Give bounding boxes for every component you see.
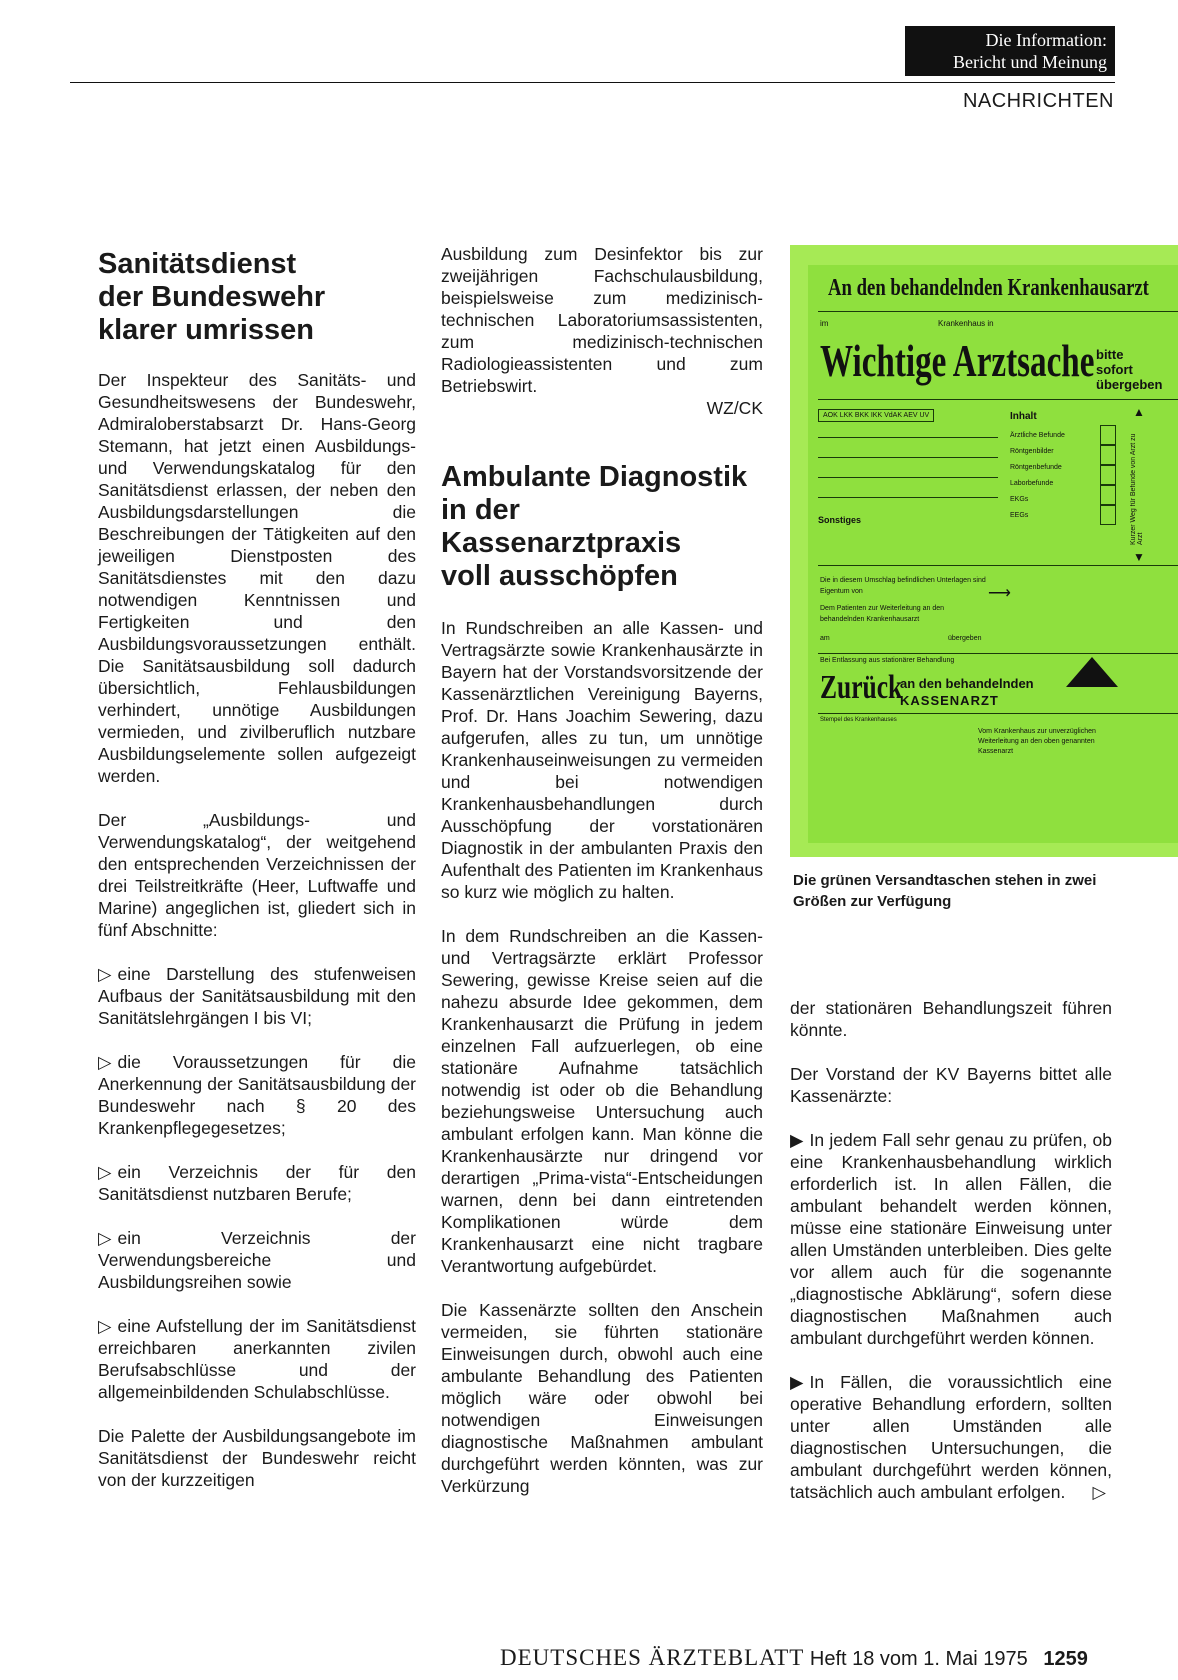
filled-triangle-icon: ▶ xyxy=(790,1372,804,1392)
column3 xyxy=(790,997,1112,1503)
envelope-rule xyxy=(818,399,1178,400)
headline-line: in der xyxy=(441,494,520,526)
outline-triangle-icon: ▷ xyxy=(98,1052,112,1072)
checklist-item: Röntgenbefunde xyxy=(1010,464,1062,471)
list-item-text: eine Darstellung des stufenweisen Aufbaus der Sanitätsausbildung mit den Sanitätslehrgängen I bis VI; xyxy=(98,964,416,1028)
headline-line: Kassenarztpraxis xyxy=(441,527,682,559)
zurueck-title: Zurück xyxy=(820,669,903,706)
badge-line-2: Bericht und Meinung xyxy=(953,52,1107,72)
article2-paragraph: Der Vorstand der KV Bayerns bittet alle Kassenärzte: xyxy=(790,1064,1112,1106)
article1-paragraph: Ausbildung zum Desinfektor bis zur zweijährigen Fachschulausbildung, beispielsweise zum medizinisch-technischen Laboratoriumsassistenten, zum medizinisch-technischen Radiologieassistenten und zum Betriebswirt. xyxy=(441,244,763,396)
article1-paragraph: Die Palette der Ausbildungsangebote im Sanitätsdienst der Bundeswehr reicht von der kurzzeitigen xyxy=(98,1426,416,1490)
envelope-rule xyxy=(818,565,1178,566)
issue-info: Heft 18 vom 1. Mai 1975 xyxy=(809,1648,1028,1670)
checklist xyxy=(1010,428,1065,524)
envelope-label-krankenhaus: Krankenhaus in xyxy=(938,319,994,328)
outline-triangle-icon: ▷ xyxy=(98,1162,112,1182)
section-label: NACHRICHTEN xyxy=(962,90,1114,112)
arrow-right-icon: ⟶ xyxy=(988,585,1011,602)
headline-line: der Bundeswehr xyxy=(98,281,326,313)
envelope-rule xyxy=(818,713,1178,714)
headline-line: voll ausschöpfen xyxy=(441,560,678,592)
kassenarzt-text: KASSENARZT xyxy=(900,693,999,708)
page-number: 1259 xyxy=(1043,1648,1088,1670)
list-item xyxy=(790,1371,1112,1503)
form-line xyxy=(818,437,998,438)
envelope-rule xyxy=(818,311,1178,312)
article1-headline xyxy=(98,248,416,347)
list-item-text: In jedem Fall sehr genau zu prüfen, ob eine Krankenhausbehandlung wirklich erforderlich ist. In allen Fällen, die ambulant behandelt werden können, müsse eine stationäre Einweisung unter allen Umständen unterbleiben. Dies gelte vor allem auch für die sogenannte „diagnostische Abklärung“, sofern diese diagnostischen Maßnahmen auch ambulant durchgeführt werden können. xyxy=(790,1130,1112,1348)
outline-triangle-icon: ▷ xyxy=(98,964,112,984)
article1-paragraph: Der „Ausbildungs- und Verwendungskatalog“, der weitgehend den entsprechenden Verzeichnissen der drei Teilstreitkräfte (Heer, Luftwaffe und Marine) angeglichen ist, gliedert sich in fünf Abschnitte: xyxy=(98,810,416,940)
checklist-item: EKGs xyxy=(1010,496,1029,503)
list-item-text: die Voraussetzungen für die Anerkennung der Sanitätsausbildung der Bundeswehr nach § 20 des Krankenpflegegesetzes; xyxy=(98,1052,416,1138)
checkbox xyxy=(1100,425,1116,445)
weiterleitung-text: Dem Patienten zur Weiterleitung an den behandelnden Krankenhausarzt xyxy=(820,605,944,623)
article2-headline xyxy=(441,461,763,593)
arrow-up-icon: ▲ xyxy=(1133,405,1145,419)
photo-caption: Die grünen Versandtaschen stehen in zwei Größen zur Verfügung xyxy=(793,872,1097,910)
envelope-top-title: An den behandelnden Krankenhausarzt xyxy=(828,275,1149,301)
list-item xyxy=(98,1161,416,1205)
article2-paragraph: Die Kassenärzte sollten den Anschein vermeiden, sie führten stationäre Einweisungen durch, obwohl auch eine ambulante Behandlung des Patienten möglich wäre oder obwohl bei notwendigen Einweisungen diagnostische Maßnahmen ambulant durchgeführt werden könnten, was zur Verkürzung xyxy=(441,1300,763,1496)
article2-paragraph: In dem Rundschreiben an die Kassen- und Vertragsärzte erklärt Professor Sewering, gewisse Kreise seien auf die nahezu absurde Idee gekommen, dem Krankenhausarzt die Prüfung in jedem einzelnen Fall aufzuerlegen, ob eine stationäre Aufnahme tatsächlich notwendig ist oder ob die Behandlung beziehungsweise Untersuchung auch ambulant erfolgen kann. Man könne die Krankenhausärzte nur dringend vor derartigen „Prima-vista“-Entscheidungen warnen, denn bei dann eintretenden Komplikationen würde dem Krankenhausarzt eine nicht tragbare Verantwortung aufgebürdet. xyxy=(441,926,763,1276)
checkbox xyxy=(1100,445,1116,465)
stempel-label: Stempel des Krankenhauses xyxy=(820,717,897,723)
headline-line: Ambulante Diagnostik xyxy=(441,461,748,493)
form-line xyxy=(818,497,998,498)
envelope-face xyxy=(808,265,1178,843)
envelope-big-title: Wichtige Arztsache xyxy=(820,335,1095,386)
column2 xyxy=(441,243,763,1497)
magazine-name: DEUTSCHES ÄRZTEBLATT xyxy=(500,1645,805,1670)
envelope-rule xyxy=(818,653,1178,654)
headline-line: klarer umrissen xyxy=(98,314,315,346)
envelope-photo xyxy=(790,245,1178,857)
form-line xyxy=(818,457,998,458)
section-badge xyxy=(905,26,1115,76)
envelope-label-im: im xyxy=(820,319,829,328)
article2-paragraph: der stationären Behandlungszeit führen könnte. xyxy=(790,998,1112,1040)
side-label: Kurzer Weg für Befunde von Arzt zu Arzt xyxy=(1130,433,1144,545)
article2-paragraph: In Rundschreiben an alle Kassen- und Vertragsärzte sowie Krankenhausärzte in Bayern hat der Vorstandsvorsitzende der Kassenärztlichen Vereinigung Bayerns, Prof. Dr. Hans Joachim Sewering, dazu aufgerufen, alles zu tun, um unnötige Krankenhauseinweisungen zu vermeiden und bei notwendigen Krankenhausbehandlungen durch Ausschöpfung der vorstationären Diagnostik in der ambulanten Praxis den Aufenthalt des Patienten im Krankenhaus so kurz wie möglich zu halten. xyxy=(441,618,764,902)
insurance-codes: AOK LKK BKK IKK VdAK AEV UV xyxy=(818,409,934,422)
headline-line: Sanitätsdienst xyxy=(98,248,297,280)
list-item xyxy=(98,1315,416,1403)
sofort-text: sofort xyxy=(1096,362,1133,377)
list-item-text: ein Verzeichnis der Verwendungsbereiche und Ausbildungsreihen sowie xyxy=(98,1228,416,1292)
article1-paragraph: Der Inspekteur des Sanitäts- und Gesundheitswesens der Bundeswehr, Admiraloberstabsarzt Dr. Hans-Georg Stemann, hat jetzt einen Ausbildungs- und Verwendungskatalog für den Sanitätsdienst erlassen, der neben den Ausbildungsdarstellungen die Beschreibungen der Tätigkeiten auf den jeweiligen Dienstposten des Sanitätsdienstes mit den dazu notwendigen Kenntnissen und Fertigkeiten und den Ausbildungsvoraussetzungen enthält. Die Sanitätsausbildung soll dadurch übersichtlich, Fehlausbildungen verhindert, unnötige Ausbildungen vermieden, und zivilberuflich nutzbare Ausbildungselemente sollen aufgezeigt werden. xyxy=(98,370,416,786)
header-rule xyxy=(70,82,1115,83)
list-item xyxy=(98,963,416,1029)
filled-triangle-icon: ▶ xyxy=(790,1130,804,1150)
page-footer xyxy=(500,1645,1088,1671)
eigentum-text: Die in diesem Umschlag befindlichen Unterlagen sind Eigentum von xyxy=(820,577,986,595)
uebergeben-label: übergeben xyxy=(948,635,982,642)
am-label: am xyxy=(820,635,830,642)
inhalt-label: Inhalt xyxy=(1010,411,1037,422)
uebergeben-text: übergeben xyxy=(1096,377,1163,392)
an-den-text: an den behandelnden xyxy=(900,676,1034,691)
sonstiges-label: Sonstiges xyxy=(818,515,862,525)
list-item-text: In Fällen, die voraussichtlich eine operative Behandlung erfordern, sollten unter allen Umständen alle diagnostischen Untersuchungen, die ambulant durchgeführt werden können, tatsächlich auch ambulant erfolgen. xyxy=(790,1372,1112,1502)
entlassung-text: Bei Entlassung aus stationärer Behandlung xyxy=(820,657,955,664)
list-item-text: ein Verzeichnis der für den Sanitätsdienst nutzbaren Berufe; xyxy=(98,1162,416,1204)
checklist-item: Röntgenbilder xyxy=(1010,448,1054,455)
arrow-down-icon: ▼ xyxy=(1133,550,1145,564)
vom-kh-text: Vom Krankenhaus zur unverzüglichen Weiterleitung an den oben genannten Kassenarzt xyxy=(978,728,1096,755)
list-item xyxy=(790,1129,1112,1349)
triangle-up-icon xyxy=(1066,657,1118,687)
checklist-item: Laborbefunde xyxy=(1010,480,1054,487)
checkbox xyxy=(1100,485,1116,505)
checklist-item: EEGs xyxy=(1010,512,1029,519)
checkbox xyxy=(1100,505,1116,525)
article1-column1 xyxy=(98,248,416,1491)
list-item xyxy=(98,1051,416,1139)
kassenarzt-block xyxy=(900,675,1034,709)
checkbox xyxy=(1100,465,1116,485)
list-item-text: eine Aufstellung der im Sanitätsdienst erreichbaren anerkannten zivilen Berufsabschlüsse und der allgemeinbildenden Schulabschlüsse. xyxy=(98,1316,416,1402)
bitte-text: bitte xyxy=(1096,347,1124,362)
badge-line-1: Die Information: xyxy=(985,30,1107,50)
outline-triangle-icon: ▷ xyxy=(98,1228,112,1248)
envelope-bitte-block xyxy=(1096,347,1162,392)
list-item xyxy=(98,1227,416,1293)
checklist-item: Ärztliche Befunde xyxy=(1010,432,1065,439)
outline-triangle-icon: ▷ xyxy=(98,1316,112,1336)
article1-signature: WZ/CK xyxy=(706,398,763,418)
form-line xyxy=(818,477,998,478)
continue-arrow-icon: ▷ xyxy=(1092,1482,1106,1502)
